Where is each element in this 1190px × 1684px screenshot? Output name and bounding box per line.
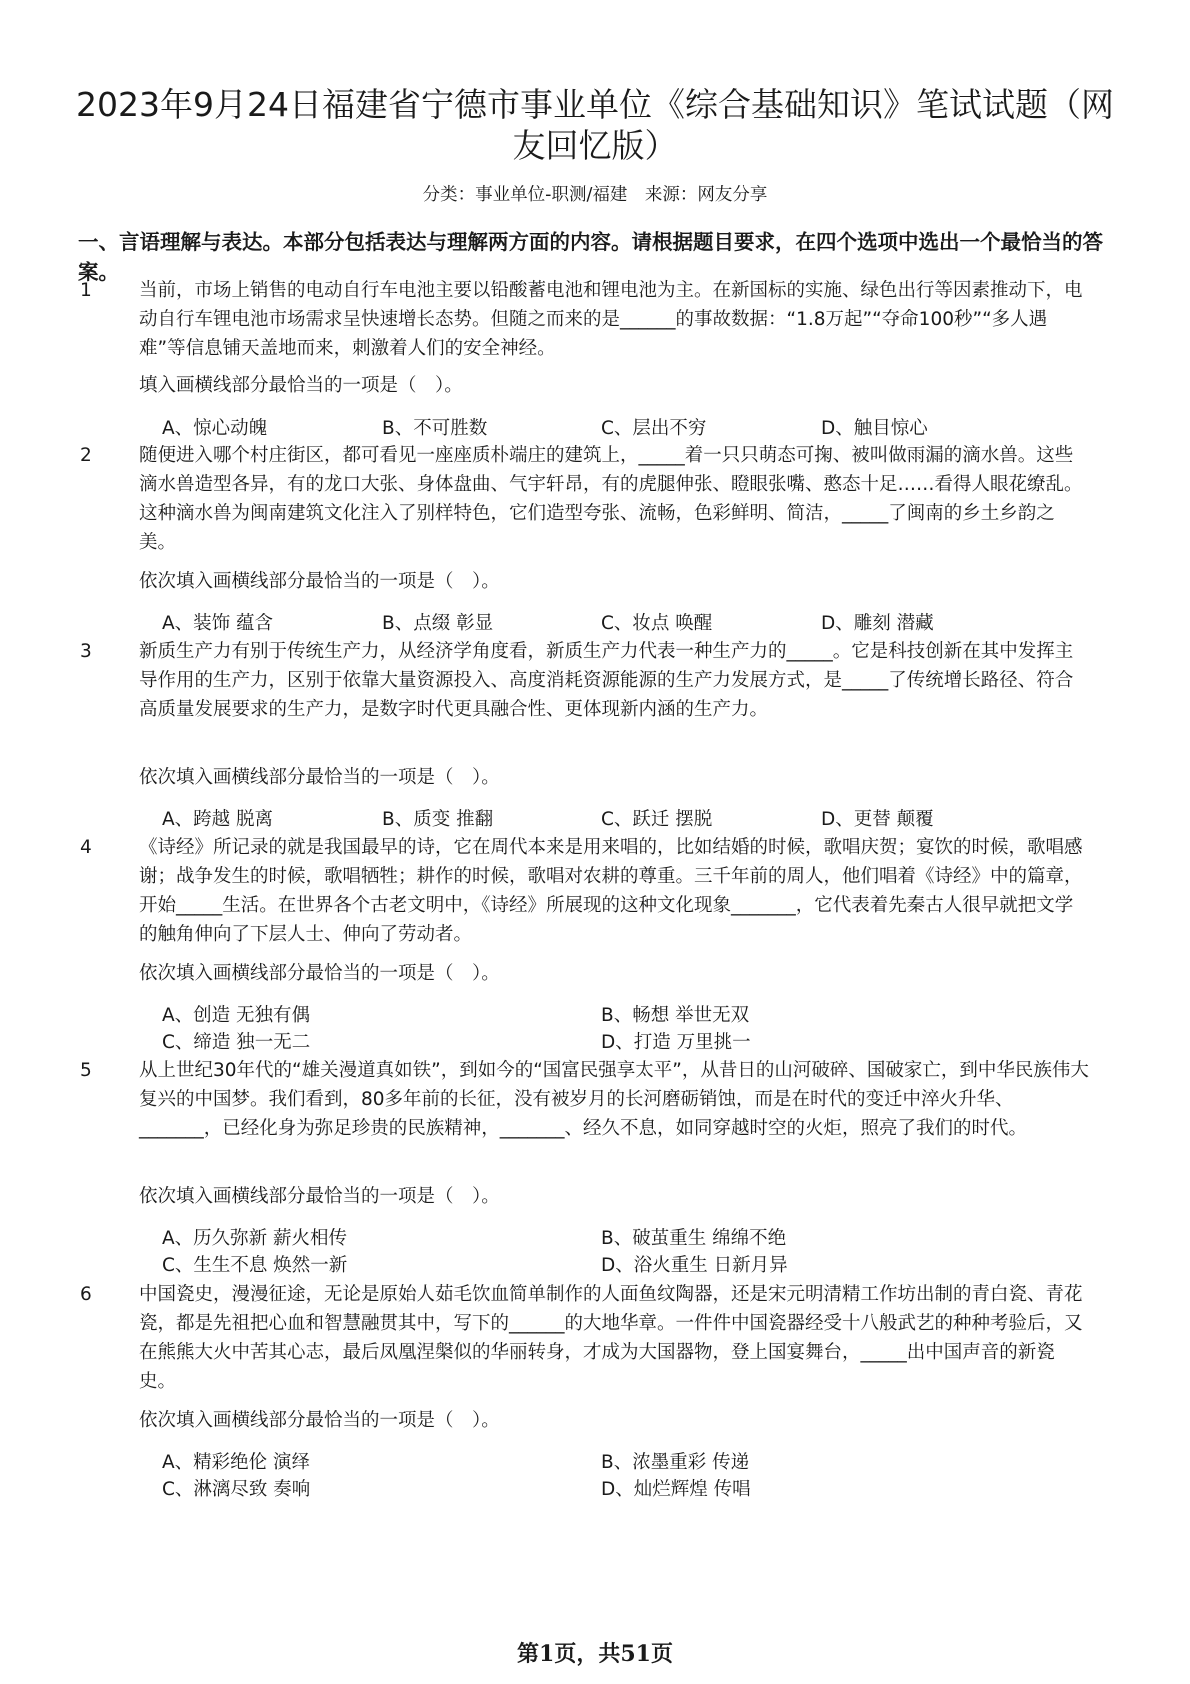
- question-stem: 从上世纪30年代的“雄关漫道真如铁”，到如今的“国富民强享太平”，从昔日的山河破碎、国破家亡，到中华民族伟大复兴的中国梦。我们看到，80多年前的长征，没有被岁月的长河磨砺销蚀，而是在时代的变迁中淬火升华、_______，已经化身为弥足珍贵的民族精神，_______、经久不息，如同穿越时空的火炬，照亮了我们的时代。: [139, 1060, 1089, 1139]
- option-a[interactable]: A、精彩绝伦 演绎: [162, 1452, 311, 1473]
- option-b[interactable]: B、破茧重生 绵绵不绝: [601, 1228, 787, 1249]
- question-stem: 《诗经》所记录的就是我国最早的诗，它在周代本来是用来唱的，比如结婚的时候，歌唱庆贺；宴饮的时候，歌唱感谢；战争发生的时候，歌唱牺牲；耕作的时候，歌唱对农耕的尊重。三千年前的周人，他们唱着《诗经》中的篇章，开始_____生活。在世界各个古老文明中，《诗经》所展现的这种文化现象_______，它代表着先秦古人很早就把文学的触角伸向了下层人士、伸向了劳动者。: [139, 837, 1083, 945]
- option-b[interactable]: B、点缀 彰显: [382, 613, 494, 634]
- option-d[interactable]: D、打造 万里挑一: [601, 1032, 751, 1053]
- question-prompt: 依次填入画横线部分最恰当的一项是（ ）。: [139, 1410, 500, 1431]
- question-stem: 随便进入哪个村庄街区，都可看见一座座质朴端庄的建筑上，_____着一只只萌态可掬、被叫做雨漏的滴水兽。这些滴水兽造型各异，有的龙口大张、身体盘曲、气宇轩昂，有的虎腿伸张、瞪眼张嘴、憨态十足……看得人眼花缭乱。这种滴水兽为闽南建筑文化注入了别样特色，它们造型夸张、流畅，色彩鲜明、简洁，_____了闽南的乡土乡韵之美。: [139, 445, 1083, 553]
- option-c[interactable]: C、淋漓尽致 奏响: [162, 1479, 311, 1500]
- question-prompt: 依次填入画横线部分最恰当的一项是（ ）。: [139, 571, 500, 592]
- option-a[interactable]: A、惊心动魄: [162, 418, 268, 439]
- option-c[interactable]: C、层出不穷: [601, 418, 707, 439]
- question-prompt: 填入画横线部分最恰当的一项是（ ）。: [139, 375, 463, 396]
- page-footer: 第1页，共51页: [517, 1641, 673, 1667]
- option-b[interactable]: B、质变 推翻: [382, 809, 494, 830]
- option-a[interactable]: A、历久弥新 薪火相传: [162, 1228, 348, 1249]
- option-c[interactable]: C、缔造 独一无二: [162, 1032, 311, 1053]
- option-c[interactable]: C、生生不息 焕然一新: [162, 1255, 348, 1276]
- option-d[interactable]: D、灿烂辉煌 传唱: [601, 1479, 751, 1500]
- option-d[interactable]: D、浴火重生 日新月异: [601, 1255, 788, 1276]
- option-c[interactable]: C、妆点 唤醒: [601, 613, 713, 634]
- option-a[interactable]: A、装饰 蕴含: [162, 613, 274, 634]
- question-number: 4: [80, 837, 92, 858]
- question-stem: 新质生产力有别于传统生产力，从经济学角度看，新质生产力代表一种生产力的_____。它是科技创新在其中发挥主导作用的生产力，区别于依靠大量资源投入、高度消耗资源能源的生产力发展方式，是_____了传统增长路径、符合高质量发展要求的生产力，是数字时代更具融合性、更体现新内涵的生产力。: [139, 641, 1074, 720]
- option-a[interactable]: A、跨越 脱离: [162, 809, 274, 830]
- option-c[interactable]: C、跃迁 摆脱: [601, 809, 713, 830]
- question-prompt: 依次填入画横线部分最恰当的一项是（ ）。: [139, 767, 500, 788]
- question-number: 5: [80, 1060, 92, 1081]
- option-d[interactable]: D、更替 颠覆: [821, 809, 934, 830]
- question-number: 6: [80, 1284, 92, 1305]
- section-heading: 一、言语理解与表达。本部分包括表达与理解两方面的内容。请根据题目要求，在四个选项中选出一个最恰当的答案。: [78, 230, 1103, 284]
- question-number: 3: [80, 641, 92, 662]
- question-prompt: 依次填入画横线部分最恰当的一项是（ ）。: [139, 1186, 500, 1207]
- question-number: 2: [80, 445, 92, 466]
- option-b[interactable]: B、畅想 举世无双: [601, 1005, 750, 1026]
- document-meta: 分类：事业单位-职测/福建 来源：网友分享: [422, 185, 768, 205]
- question-stem: 中国瓷史，漫漫征途，无论是原始人茹毛饮血简单制作的人面鱼纹陶器，还是宋元明清精工作坊出制的青白瓷、青花瓷，都是先祖把心血和智慧融贯其中，写下的______的大地华章。一件件中国瓷器经受十八般武艺的种种考验后，又在熊熊大火中苦其心志，最后凤凰涅槃似的华丽转身，才成为大国器物，登上国宴舞台，_____出中国声音的新瓷史。: [139, 1284, 1083, 1392]
- option-d[interactable]: D、触目惊心: [821, 418, 928, 439]
- question-number: 1: [80, 280, 92, 301]
- question-stem: 当前，市场上销售的电动自行车电池主要以铅酸蓄电池和锂电池为主。在新国标的实施、绿色出行等因素推动下，电动自行车锂电池市场需求呈快速增长态势。但随之而来的是______的事故数据：“1.8万起”“夺命100秒”“多人遇难”等信息铺天盖地而来，刺激着人们的安全神经。: [139, 280, 1083, 359]
- option-a[interactable]: A、创造 无独有偶: [162, 1005, 311, 1026]
- option-b[interactable]: B、不可胜数: [382, 418, 488, 439]
- option-d[interactable]: D、雕刻 潜藏: [821, 613, 934, 634]
- option-b[interactable]: B、浓墨重彩 传递: [601, 1452, 750, 1473]
- page-title: 2023年9月24日福建省宁德市事业单位《综合基础知识》笔试试题（网友回忆版）: [76, 85, 1114, 165]
- question-prompt: 依次填入画横线部分最恰当的一项是（ ）。: [139, 963, 500, 984]
